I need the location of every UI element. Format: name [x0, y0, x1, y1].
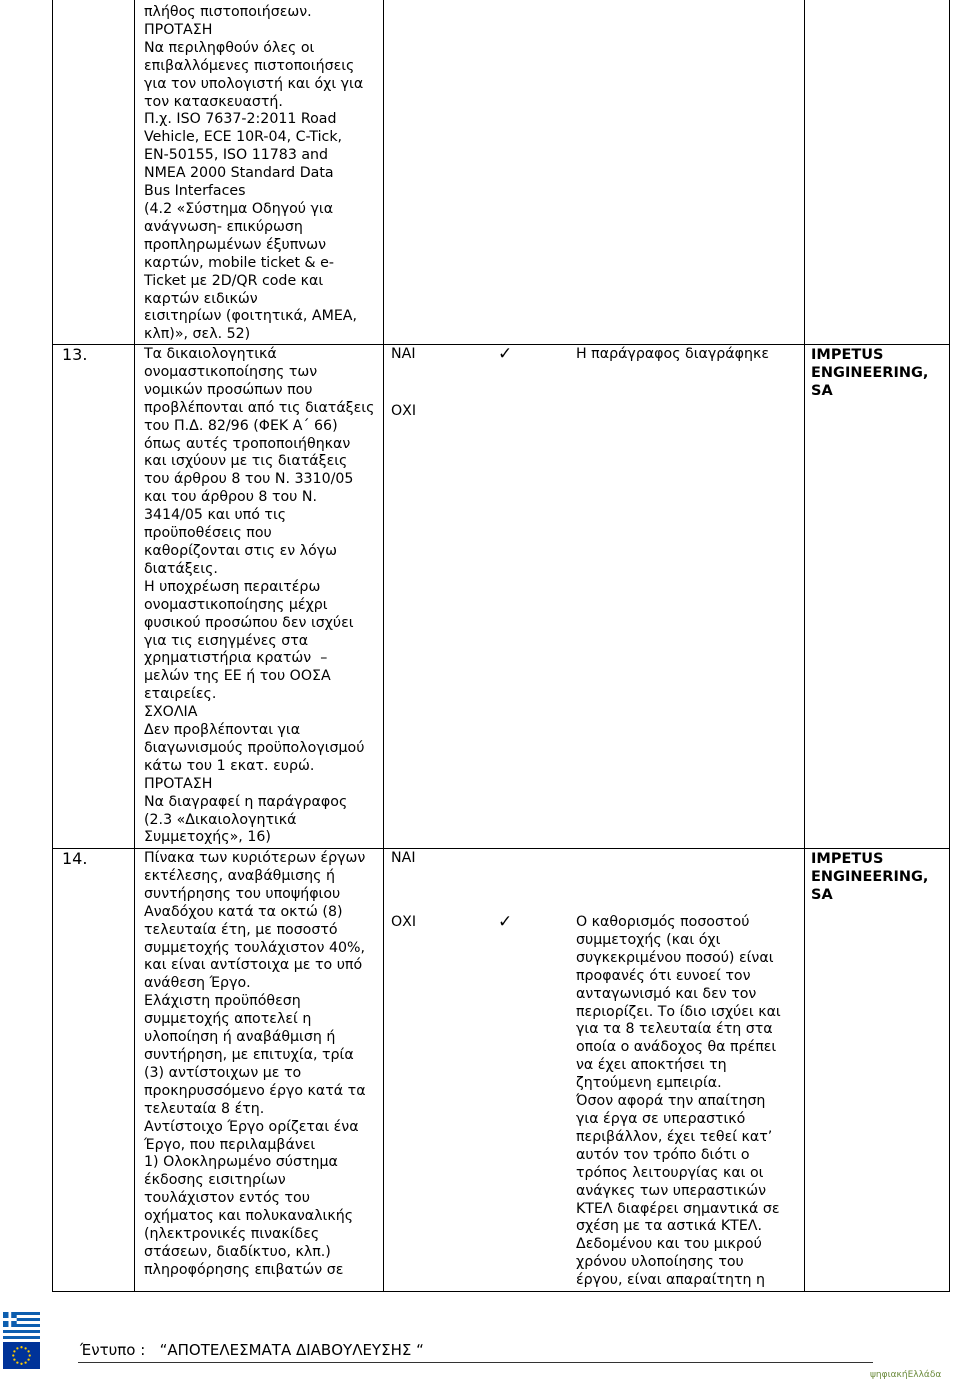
text-line: 1) Ολοκληρωμένο σύστημα	[144, 1154, 338, 1171]
text-line: κλπ)», σελ. 52)	[144, 326, 251, 343]
text-line: προκηρυσσόμενο έργο κατά τα	[144, 1082, 366, 1099]
text-line: Bus Interfaces	[144, 183, 246, 200]
text-line: έκδοσης εισιτηρίων	[144, 1172, 286, 1189]
text-line: Έργο, που περιλαμβάνει	[144, 1136, 316, 1153]
row-14-response	[576, 914, 781, 1290]
text-line: εκτέλεσης, αναβάθμισης ή	[144, 867, 335, 884]
text-line: ονομαστικοποίησης των	[144, 363, 318, 380]
row-13-yes: ΝΑΙ	[391, 346, 416, 362]
text-line: μελών της ΕΕ ή του ΟΟΣΑ	[144, 668, 331, 685]
text-line: διαγωνισμούς προϋπολογισμού	[144, 739, 365, 756]
text-line: για τις εισηγμένες στα	[144, 632, 309, 649]
text-line: ΚΤΕΛ διαφέρει σημαντικά σε	[576, 1200, 780, 1217]
text-line: Vehicle, ECE 10R-04, C-Tick,	[144, 129, 343, 146]
table-border-bottom	[52, 1291, 950, 1292]
text-line: συμμετοχής τουλάχιστον 40%,	[144, 939, 366, 956]
text-line: τον κατασκευαστή.	[144, 93, 283, 110]
text-line: Ο καθορισμός ποσοστού	[576, 914, 750, 930]
prev-row-text	[144, 4, 363, 344]
text-line: τουλάχιστον εντός του	[144, 1190, 310, 1207]
text-line: 3414/05 και υπό τις	[144, 507, 287, 524]
text-line: πληροφόρησης επιβατών σε	[144, 1261, 344, 1278]
text-line: ονομαστικοποίησης μέχρι	[144, 596, 328, 613]
text-line: νομικών προσώπων που	[144, 381, 313, 398]
text-line: Π.χ. ISO 7637-2:2011 Road	[144, 111, 337, 128]
text-line: Η παράγραφος διαγράφηκε	[576, 346, 770, 362]
greek-flag-icon	[3, 1312, 40, 1339]
text-line: SA	[811, 383, 833, 399]
text-line: SA	[811, 887, 833, 903]
text-line: καθορίζονται στις εν λόγω	[144, 542, 338, 559]
text-line: όπως αυτές τροποποιήθηκαν	[144, 435, 351, 452]
row-14-company	[811, 850, 928, 904]
text-line: προϋποθέσεις που	[144, 525, 272, 542]
text-line: IMPETUS	[811, 851, 884, 867]
text-line: έργου, είναι απαραίτητη η	[576, 1272, 766, 1289]
text-line: για τα 8 τελευταία έτη στα	[576, 1021, 773, 1038]
row-13-company	[811, 346, 928, 400]
text-line: ανάθεση Έργο.	[144, 975, 251, 992]
digital-greece-logo: ψηφιακήΕλλάδα	[870, 1370, 942, 1380]
text-line: ENGINEERING,	[811, 869, 929, 885]
consultation-table	[52, 0, 950, 1292]
text-line: καρτών, mobile ticket & e-	[144, 254, 334, 271]
text-line: του Π.Δ. 82/96 (ΦΕΚ Α΄ 66)	[144, 417, 338, 434]
text-line: προφανές ότι ευνοεί τον	[576, 967, 751, 984]
text-line: εισιτηρίων (φοιτητικά, ΑΜΕΑ,	[144, 308, 358, 325]
text-line: Συμμετοχής», 16)	[144, 829, 271, 846]
text-line: ΠΡΟΤΑΣΗ	[144, 21, 213, 38]
text-line: συντήρησης του υποψήφιου	[144, 885, 341, 902]
table-border-right	[949, 0, 950, 1292]
text-line: Αναδόχου κατά τα οκτώ (8)	[144, 903, 343, 920]
text-line: αυτόν τον τρόπο διότι ο	[576, 1146, 750, 1163]
row-13-check-icon: ✓	[498, 344, 513, 364]
text-line: IMPETUS	[811, 347, 884, 363]
text-line: Η υποχρέωση περαιτέρω	[144, 578, 321, 595]
text-line: Ticket με 2D/QR code και	[144, 272, 324, 289]
text-line: φυσικού προσώπου δεν ισχύει	[144, 614, 354, 631]
text-line: υλοποίηση ή αναβάθμιση ή	[144, 1029, 336, 1046]
text-line: καρτών ειδικών	[144, 290, 258, 307]
text-line: συμμετοχής (και όχι	[576, 931, 721, 948]
text-line: οποία ο ανάδοχος θα πρέπει	[576, 1039, 777, 1056]
footer-divider	[78, 1362, 873, 1363]
row-13-text	[144, 346, 374, 847]
row-14-no: ΟΧΙ	[391, 914, 417, 930]
text-line: Όσον αφορά την απαίτηση	[576, 1093, 766, 1110]
text-line: να έχει αποκτήσει τη	[576, 1057, 727, 1074]
text-line: και ισχύουν με τις διατάξεις	[144, 453, 348, 470]
text-line: ΠΡΟΤΑΣΗ	[144, 775, 213, 792]
row-13-no: ΟΧΙ	[391, 403, 417, 419]
row-14-text	[144, 850, 366, 1280]
col-divider-3	[804, 0, 805, 1292]
text-line: τελευταία 8 έτη.	[144, 1100, 265, 1117]
text-line: τελευταία έτη, με ποσοστό	[144, 921, 338, 938]
text-line: ΣΧΟΛΙΑ	[144, 704, 198, 721]
row-14-check-icon: ✓	[498, 912, 513, 932]
text-line: κάτω του 1 εκατ. ευρώ.	[144, 757, 315, 774]
text-line: χρόνου υλοποίησης του	[576, 1254, 744, 1271]
text-line: Πίνακα των κυριότερων έργων	[144, 850, 366, 866]
text-line: προβλέπονται από τις διατάξεις	[144, 399, 375, 416]
text-line: ανάγνωση- επικύρωση	[144, 218, 303, 235]
text-line: Να περιληφθούν όλες οι	[144, 39, 315, 56]
text-line: επιβαλλόμενες πιστοποιήσεις	[144, 57, 355, 74]
row-14-yes: ΝΑΙ	[391, 850, 416, 866]
text-line: χρηματιστήρια κρατών –	[144, 650, 328, 667]
text-line: NMEA 2000 Standard Data	[144, 165, 334, 182]
table-border-left	[52, 0, 53, 1292]
text-line: ENGINEERING,	[811, 365, 929, 381]
text-line: και είναι αντίστοιχα με το υπό	[144, 957, 363, 974]
text-line: συγκεκριμένου ποσού) είναι	[576, 949, 774, 966]
text-line: οχήματος και πολυκαναλικής	[144, 1208, 354, 1225]
row-divider-14	[52, 848, 950, 849]
text-line: Δεδομένου και του μικρού	[576, 1236, 762, 1253]
text-line: Ελάχιστη προϋπόθεση	[144, 993, 301, 1010]
footer-label: Έντυπο : “ΑΠΟΤΕΛΕΣΜΑΤΑ ΔΙΑΒΟΥΛΕΥΣΗΣ “	[80, 1341, 424, 1359]
text-line: Τα δικαιολογητικά	[144, 346, 277, 362]
col-divider-1	[134, 0, 135, 1292]
text-line: ζητούμενη εμπειρία.	[576, 1075, 722, 1092]
row-14-number: 14.	[62, 849, 88, 868]
text-line: πλήθος πιστοποιήσεων.	[144, 4, 312, 20]
text-line: σχέση με τα αστικά ΚΤΕΛ.	[576, 1218, 763, 1235]
text-line: Αντίστοιχο Έργο ορίζεται ένα	[144, 1118, 359, 1135]
text-line: EN-50155, ISO 11783 and	[144, 147, 329, 164]
text-line: συντήρηση, με επιτυχία, τρία	[144, 1046, 354, 1063]
text-line: (3) αντίστοιχων με το	[144, 1064, 302, 1081]
row-13-number: 13.	[62, 345, 88, 364]
text-line: περιορίζει. Το ίδιο ισχύει και	[576, 1003, 781, 1020]
text-line: (ηλεκτρονικές πινακίδες	[144, 1226, 320, 1243]
text-line: για τον υπολογιστή και όχι για	[144, 75, 364, 92]
text-line: στάσεων, διαδίκτυο, κλπ.)	[144, 1243, 331, 1260]
text-line: συμμετοχής αποτελεί η	[144, 1011, 312, 1028]
text-line: περιβάλλον, έχει τεθεί κατ’	[576, 1128, 773, 1145]
text-line: για έργα σε υπεραστικό	[576, 1110, 746, 1127]
text-line: (2.3 «Δικαιολογητικά	[144, 811, 297, 828]
text-line: του άρθρου 8 του Ν. 3310/05	[144, 471, 354, 488]
eu-flag-icon	[3, 1342, 40, 1369]
text-line: (4.2 «Σύστημα Οδηγού για	[144, 200, 334, 217]
text-line: τρόπος λειτουργίας και οι	[576, 1164, 764, 1181]
text-line: διατάξεις.	[144, 560, 218, 577]
text-line: προπληρωμένων έξυπνων	[144, 236, 327, 253]
text-line: εταιρείες.	[144, 686, 217, 703]
col-divider-2	[383, 0, 384, 1292]
text-line: Να διαγραφεί η παράγραφος	[144, 793, 348, 810]
text-line: ανταγωνισμό και δεν τον	[576, 985, 757, 1002]
text-line: και του άρθρου 8 του Ν.	[144, 489, 318, 506]
text-line: Δεν προβλέπονται για	[144, 722, 301, 739]
text-line: ανάγκες των υπεραστικών	[576, 1182, 767, 1199]
row-13-response	[576, 346, 769, 364]
